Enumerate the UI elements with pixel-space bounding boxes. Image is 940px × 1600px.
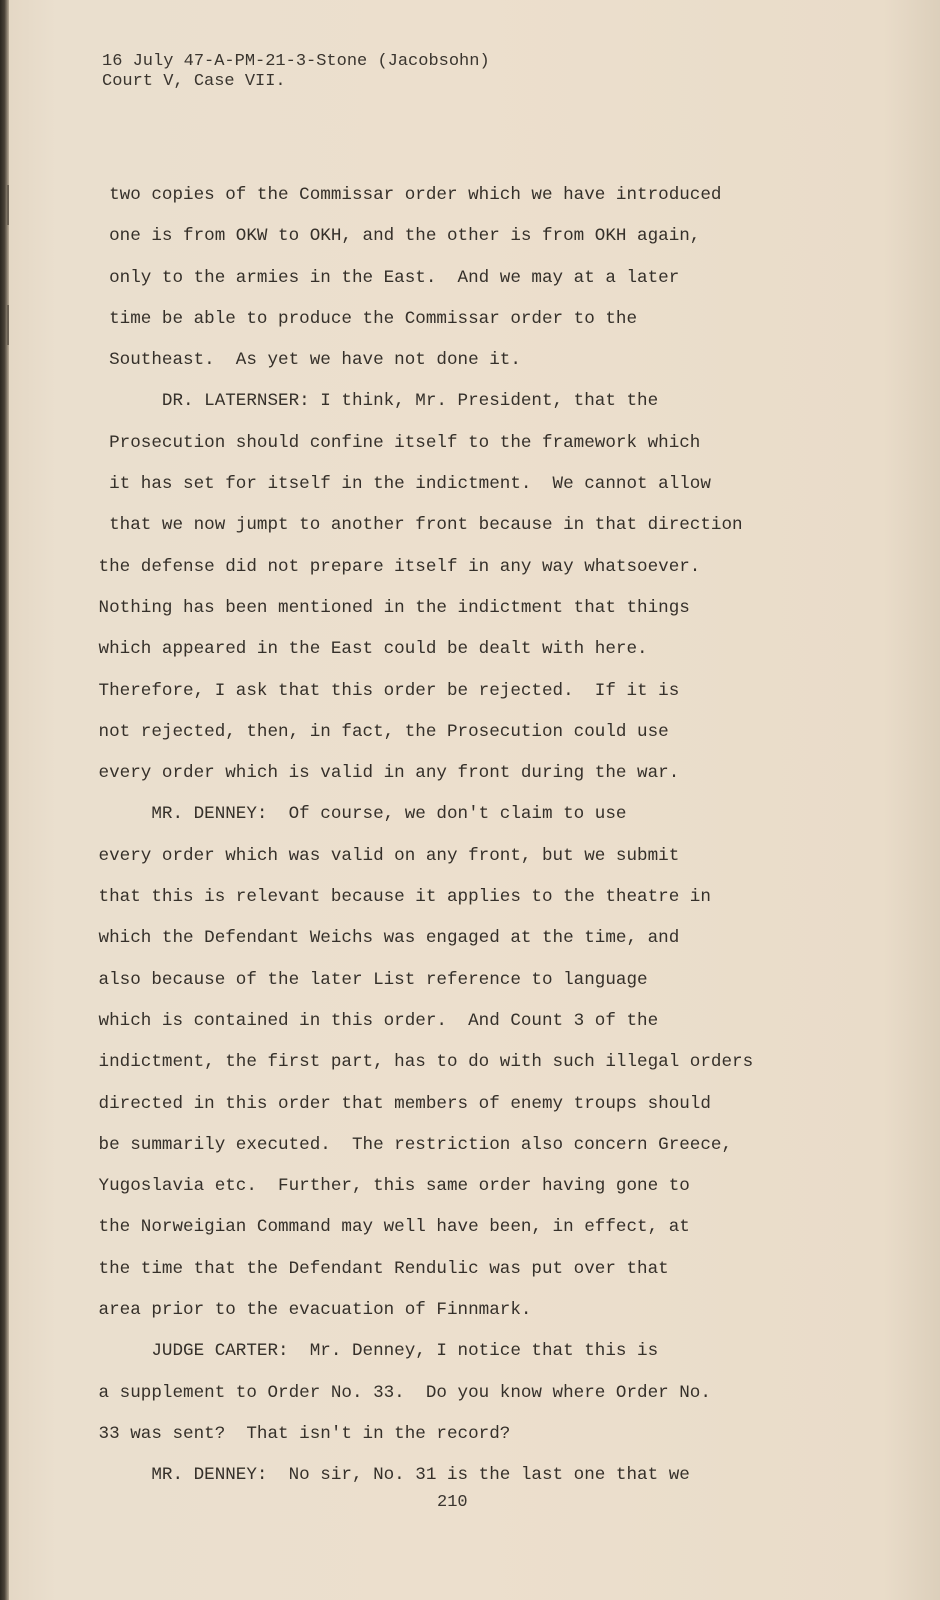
transcript-line: DR. LATERNSER: I think, Mr. President, that the [88, 391, 659, 412]
transcript-body [88, 175, 868, 1497]
transcript-line: indictment, the first part, has to do with such illegal orders [88, 1052, 754, 1073]
transcript-line: JUDGE CARTER: Mr. Denney, I notice that this is [88, 1341, 659, 1362]
page-number: 210 [437, 1493, 468, 1512]
transcript-line: which the Defendant Weichs was engaged at the time, and [88, 928, 680, 949]
transcript-line: the Norweigian Command may well have been, in effect, at [88, 1217, 690, 1238]
transcript-line: Yugoslavia etc. Further, this same order having gone to [88, 1176, 690, 1197]
transcript-line: the time that the Defendant Rendulic was put over that [88, 1258, 669, 1279]
transcript-line: Nothing has been mentioned in the indictment that things [88, 597, 690, 618]
transcript-line: a supplement to Order No. 33. Do you know where Order No. [88, 1382, 711, 1403]
transcript-line: which is contained in this order. And Count 3 of the [88, 1010, 659, 1031]
transcript-line: it has set for itself in the indictment. We cannot allow [88, 474, 711, 495]
transcript-line: area prior to the evacuation of Finnmark. [88, 1300, 532, 1321]
transcript-line: one is from OKW to OKH, and the other is from OKH again, [88, 226, 701, 247]
page-binding-edge [0, 0, 9, 1600]
margin-mark [7, 185, 9, 225]
document-header [102, 52, 490, 92]
header-line-1: 16 July 47-A-PM-21-3-Stone (Jacobsohn) [102, 52, 490, 71]
transcript-line: two copies of the Commissar order which we have introduced [88, 185, 722, 205]
transcript-line: be summarily executed. The restriction also concern Greece, [88, 1134, 733, 1155]
transcript-line: time be able to produce the Commissar order to the [88, 308, 638, 329]
transcript-line: also because of the later List reference to language [88, 969, 648, 990]
transcript-line: Prosecution should confine itself to the framework which [88, 432, 701, 453]
transcript-line: which appeared in the East could be dealt with here. [88, 639, 648, 660]
transcript-line: MR. DENNEY: No sir, No. 31 is the last one that we [88, 1465, 690, 1486]
transcript-line: every order which is valid in any front during the war. [88, 763, 680, 784]
transcript-line: Southeast. As yet we have not done it. [88, 350, 521, 371]
transcript-line: only to the armies in the East. And we may at a later [88, 267, 680, 288]
transcript-line: that this is relevant because it applies to the theatre in [88, 887, 711, 908]
transcript-line: that we now jumpt to another front because in that direction [88, 515, 743, 536]
margin-mark [7, 305, 9, 345]
header-line-2: Court V, Case VII. [102, 72, 286, 91]
transcript-line: every order which was valid on any front, but we submit [88, 845, 680, 866]
transcript-line: directed in this order that members of enemy troups should [88, 1093, 711, 1114]
transcript-line: the defense did not prepare itself in any way whatsoever. [88, 556, 701, 577]
transcript-line: 33 was sent? That isn't in the record? [88, 1423, 511, 1444]
transcript-line: Therefore, I ask that this order be rejected. If it is [88, 680, 680, 701]
transcript-line: not rejected, then, in fact, the Prosecution could use [88, 721, 669, 742]
transcript-line: MR. DENNEY: Of course, we don't claim to use [88, 804, 627, 825]
